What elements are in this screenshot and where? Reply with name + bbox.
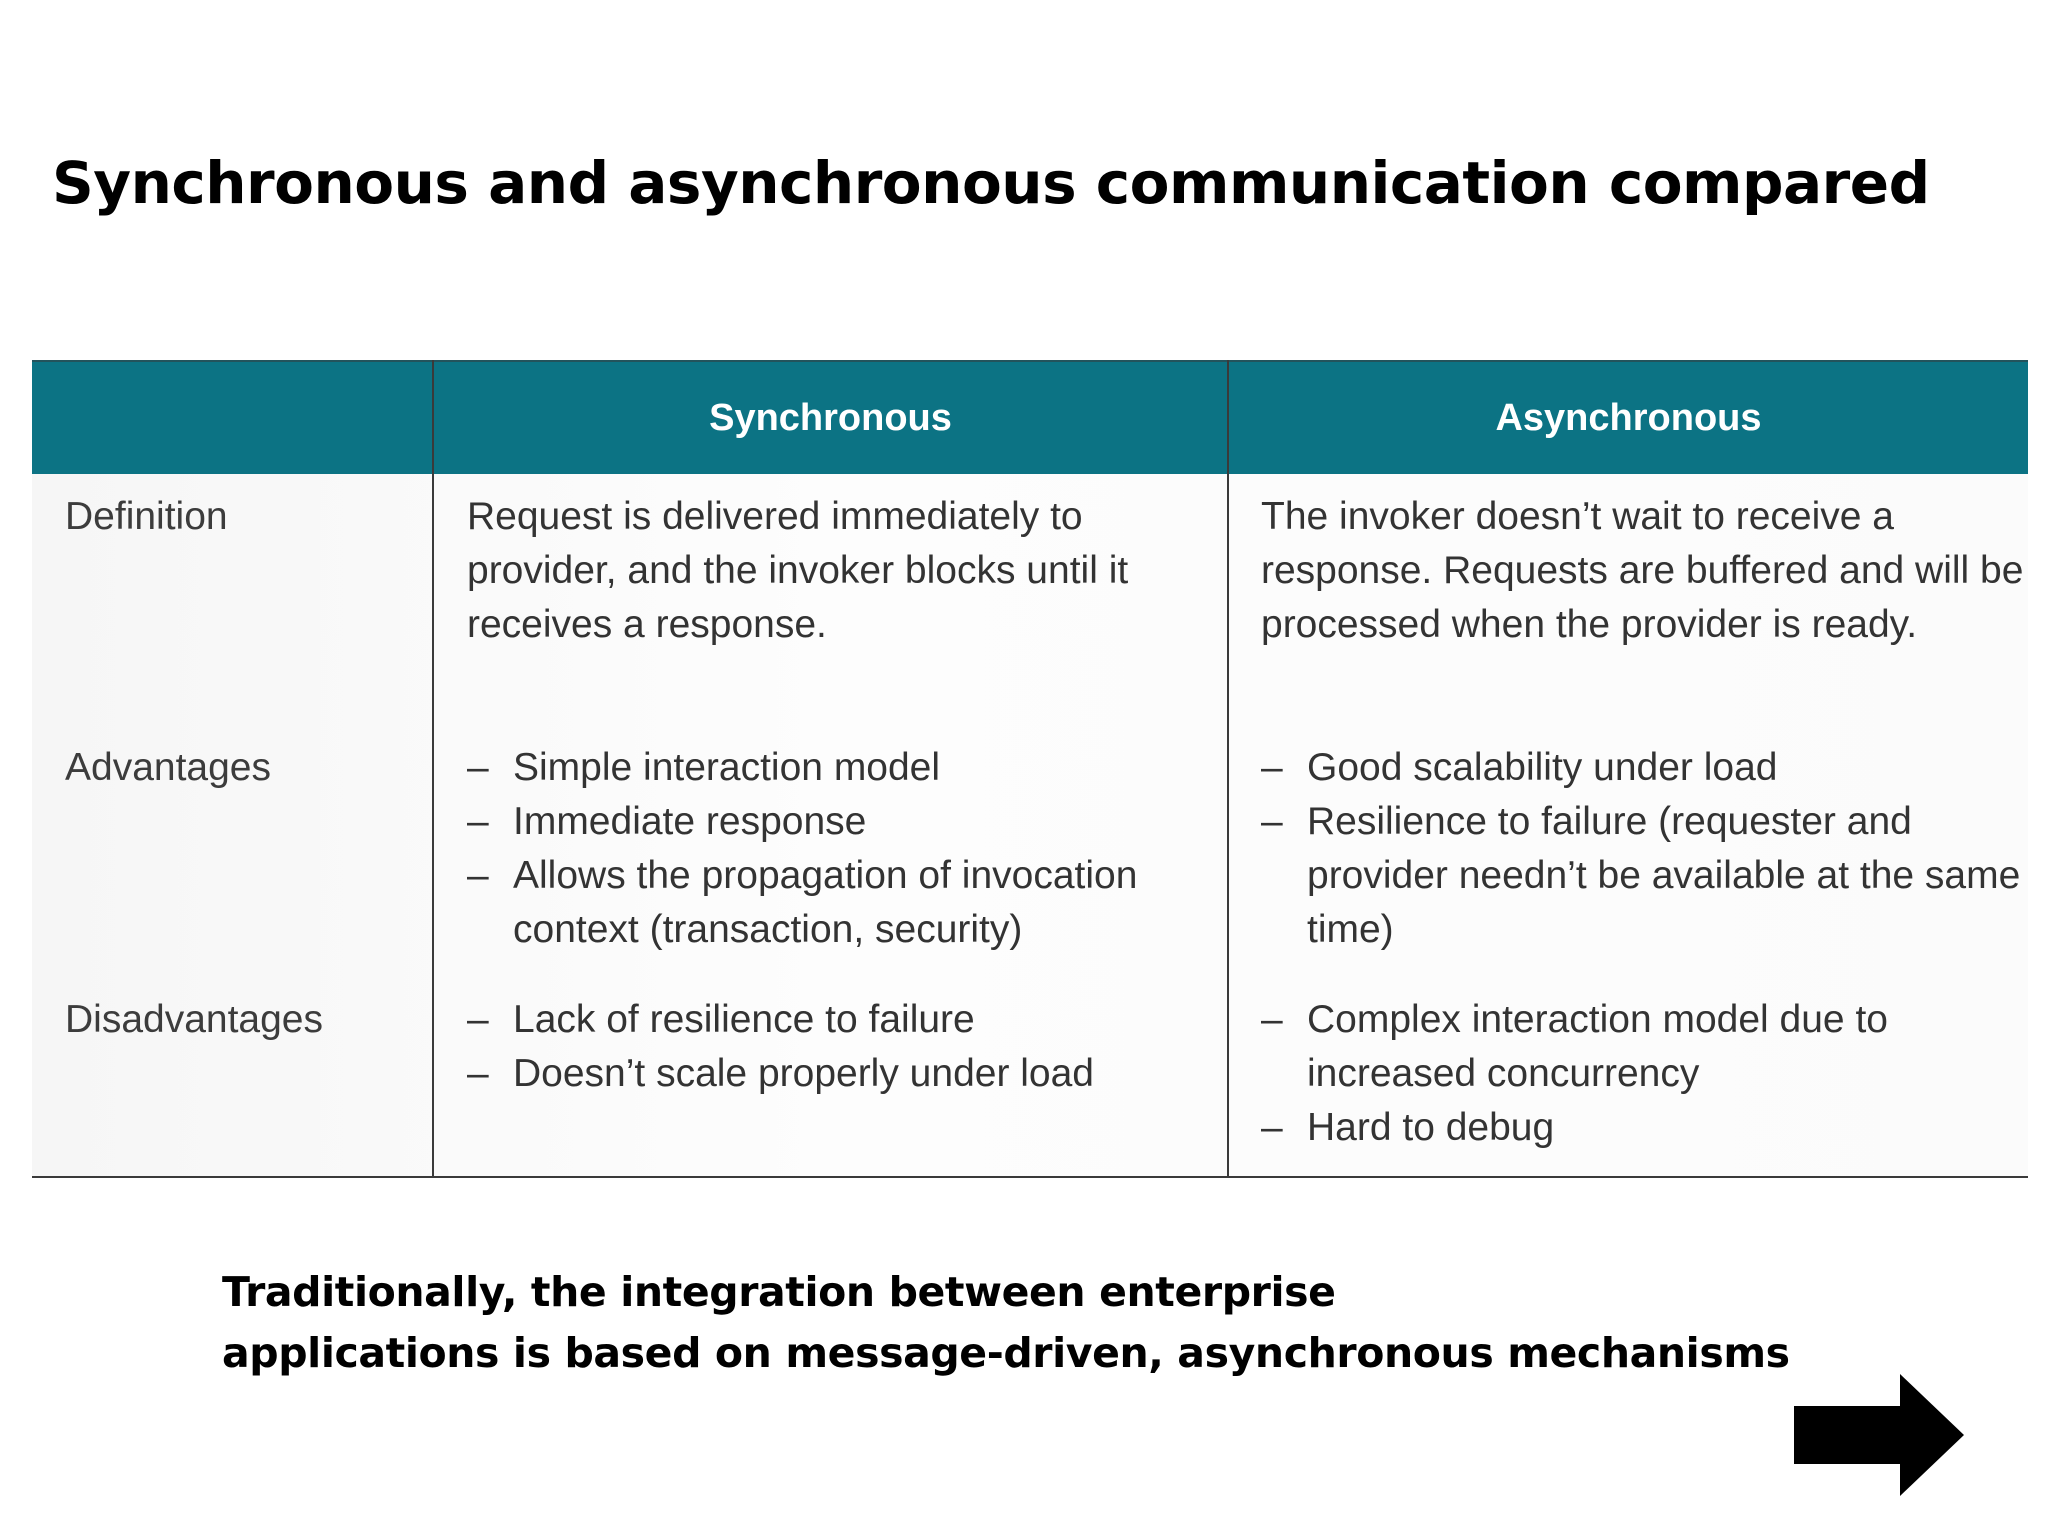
cell-definition-asynchronous xyxy=(1261,490,2026,652)
list-item-text: Hard to debug xyxy=(1307,1106,1555,1149)
footer-note xyxy=(222,1262,1790,1384)
bullet-dash: – xyxy=(467,1052,489,1095)
row-label-disadvantages: Disadvantages xyxy=(65,998,323,1041)
list-item xyxy=(1261,741,2026,795)
list-item-text: Lack of resilience to failure xyxy=(513,998,975,1041)
comparison-table xyxy=(32,360,2028,1178)
disadvantages-list xyxy=(467,993,1227,1101)
list-item-text: Resilience to failure (requester and provider needn’t be available at the same time) xyxy=(1307,800,2021,951)
arrow-right-icon xyxy=(1794,1374,1964,1496)
row-label-advantages: Advantages xyxy=(65,746,271,789)
list-item xyxy=(467,741,1227,795)
cell-disadvantages-asynchronous xyxy=(1261,993,2026,1155)
list-item xyxy=(467,795,1227,849)
advantages-list xyxy=(1261,741,2026,957)
definition-text: The invoker doesn’t wait to receive a response. Requests are buffered and will be processed when the provider is ready. xyxy=(1261,495,2024,646)
list-item xyxy=(1261,1101,2026,1155)
list-item xyxy=(1261,795,2026,957)
bullet-dash: – xyxy=(1261,1106,1283,1149)
bullet-dash: – xyxy=(1261,800,1283,843)
next-slide-button[interactable] xyxy=(1794,1374,1964,1496)
disadvantages-list xyxy=(1261,993,2026,1155)
list-item xyxy=(467,1047,1227,1101)
bullet-dash: – xyxy=(467,746,489,789)
bullet-dash: – xyxy=(467,854,489,897)
table-header xyxy=(32,360,2028,474)
bullet-dash: – xyxy=(467,800,489,843)
slide-title: Synchronous and asynchronous communication compared xyxy=(52,149,1930,217)
cell-advantages-synchronous xyxy=(467,741,1227,957)
footer-line-2: applications is based on message-driven, asynchronous mechanisms xyxy=(222,1329,1790,1377)
list-item xyxy=(1261,993,2026,1101)
cell-advantages-asynchronous xyxy=(1261,741,2026,957)
footer-line-1: Traditionally, the integration between enterprise xyxy=(222,1268,1336,1316)
cell-definition-synchronous xyxy=(467,490,1227,652)
column-divider xyxy=(432,360,434,1178)
list-item-text: Simple interaction model xyxy=(513,746,941,789)
bullet-dash: – xyxy=(467,998,489,1041)
list-item-text: Allows the propagation of invocation context (transaction, security) xyxy=(513,854,1138,951)
list-item xyxy=(467,993,1227,1047)
list-item-text: Doesn’t scale properly under load xyxy=(513,1052,1095,1095)
list-item-text: Complex interaction model due to increased concurrency xyxy=(1307,998,1888,1095)
bullet-dash: – xyxy=(1261,998,1283,1041)
bullet-dash: – xyxy=(1261,746,1283,789)
row-label-definition: Definition xyxy=(65,495,228,538)
cell-disadvantages-synchronous xyxy=(467,993,1227,1101)
definition-text: Request is delivered immediately to provider, and the invoker blocks until it receives a response. xyxy=(467,495,1129,646)
column-divider xyxy=(1227,360,1229,1178)
list-item xyxy=(467,849,1227,957)
list-item-text: Good scalability under load xyxy=(1307,746,1778,789)
table-bottom-rule xyxy=(32,1176,2028,1178)
header-synchronous: Synchronous xyxy=(709,396,952,439)
header-asynchronous: Asynchronous xyxy=(1495,396,1762,439)
advantages-list xyxy=(467,741,1227,957)
list-item-text: Immediate response xyxy=(513,800,867,843)
